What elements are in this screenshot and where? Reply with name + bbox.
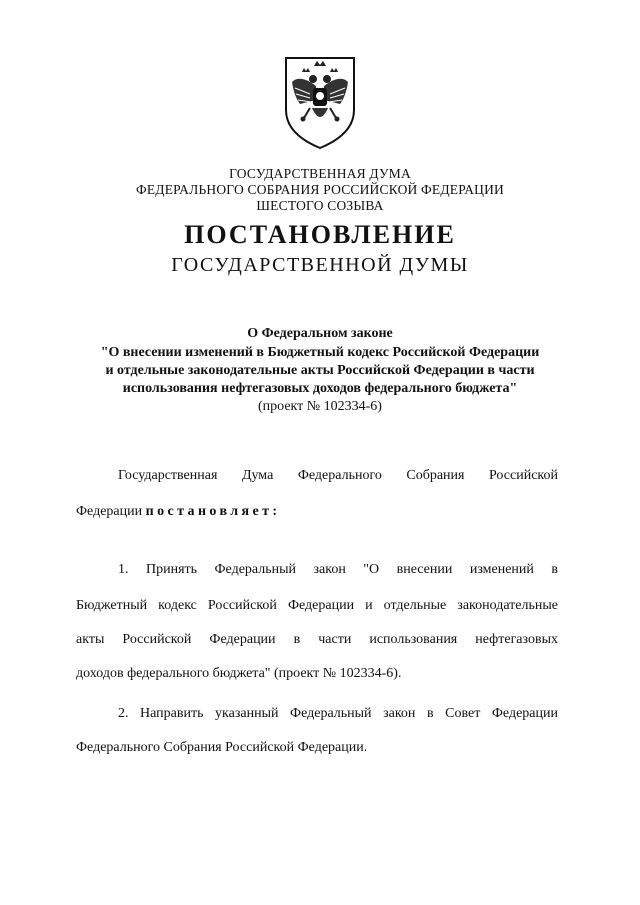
header-line-1: ГОСУДАРСТВЕННАЯ ДУМА [229, 166, 411, 181]
item1-line-3: акты Российской Федерации в части использования нефтегазовых [76, 632, 558, 647]
item1-line-1: 1. Принять Федеральный закон "О внесении изменений в [118, 562, 558, 577]
item1-line-2: Бюджетный кодекс Российской Федерации и отдельные законодательные [76, 598, 558, 613]
item1-line-4: доходов федерального бюджета" (проект № 102334-6). [76, 666, 402, 681]
subject-line-1: О Федеральном законе [247, 326, 393, 341]
item2-line-2: Федерального Собрания Российской Федерации. [76, 740, 368, 755]
resolves-word: постановляет: [145, 504, 281, 519]
item2-line-1: 2. Направить указанный Федеральный закон в Совет Федерации [118, 706, 558, 721]
intro-line-1: Государственная Дума Федерального Собрания Российской [118, 468, 558, 483]
header-line-3: ШЕСТОГО СОЗЫВА [256, 198, 384, 213]
intro-line-2 [76, 495, 558, 529]
intro-line-2-prefix: Федерации [76, 504, 143, 519]
header-line-2: ФЕДЕРАЛЬНОГО СОБРАНИЯ РОССИЙСКОЙ ФЕДЕРАЦИИ [136, 182, 504, 197]
subject-line-2: "О внесении изменений в Бюджетный кодекс Российской Федерации [100, 345, 540, 360]
coat-of-arms-icon [280, 52, 360, 152]
subject-line-4: использования нефтегазовых доходов федерального бюджета" [122, 381, 518, 396]
document-subtitle: ГОСУДАРСТВЕННОЙ ДУМЫ [171, 254, 469, 276]
subject-line-3: и отдельные законодательные акты Российской Федерации в части [105, 363, 535, 378]
draft-number: (проект № 102334-6) [258, 399, 382, 414]
document-title: ПОСТАНОВЛЕНИЕ [184, 220, 456, 249]
